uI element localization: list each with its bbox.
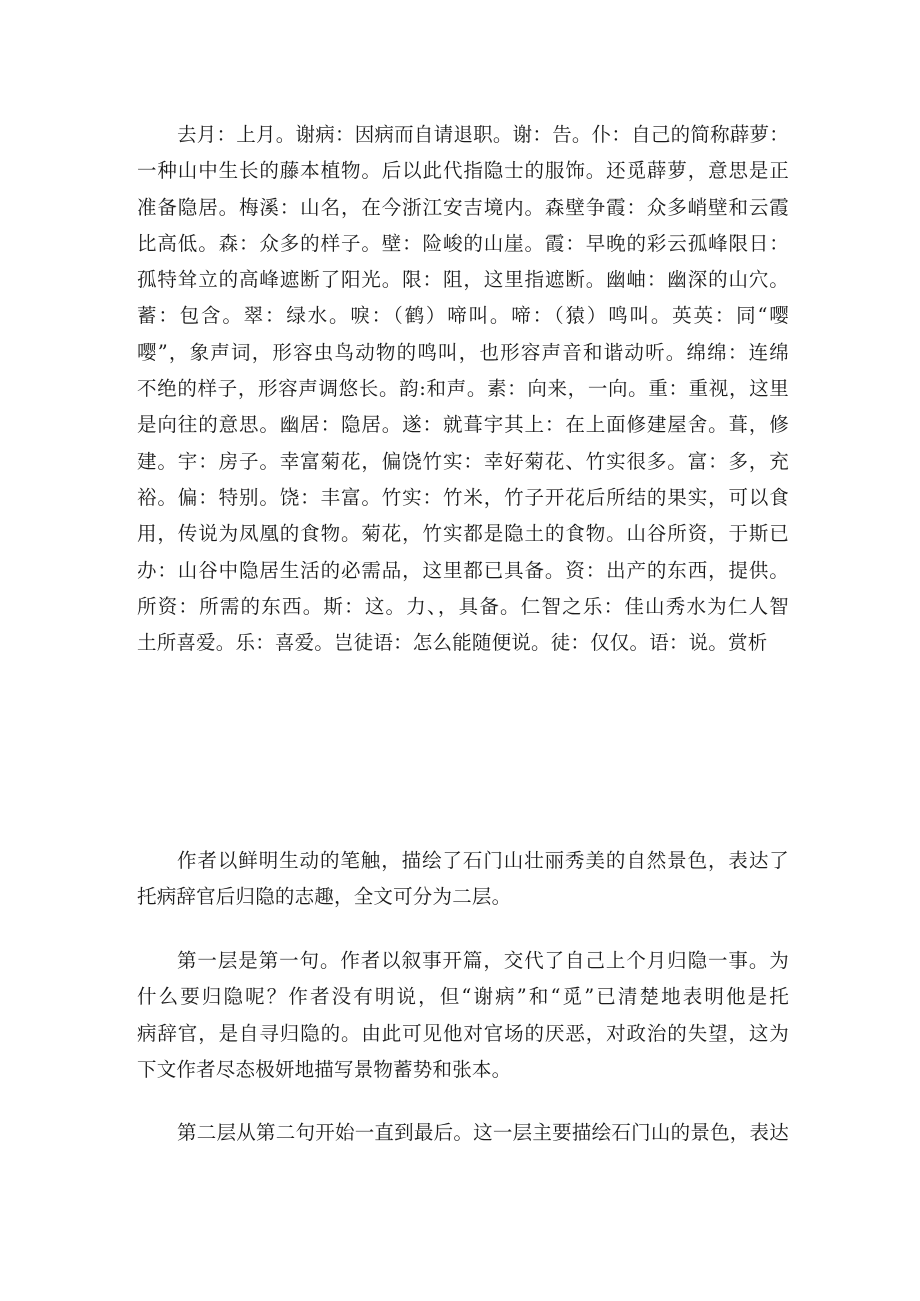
text-line: 第二层从第二句开始一直到最后。这一层主要描绘石门山的景色，表达 (177, 1121, 789, 1144)
text-line: 是向往的意思。幽居：隐居。遂：就葺宇其上：在上面修建屋舍。葺，修 (137, 413, 789, 437)
text-line: 作者以鲜明生动的笔触，描绘了石门山壮丽秀美的自然景色，表达了 (177, 849, 789, 872)
text-line: 下文作者尽态极妍地描写景物蓄势和张本。 (137, 1057, 512, 1081)
text-line: 去月：上月。谢病：因病而自请退职。谢：告。仆：自己的简称薜萝： (177, 123, 789, 146)
text-line: 什么要归隐呢？作者没有明说，但“谢病”和“觅”已清楚地表明他是托 (137, 985, 789, 1009)
appreciation-intro-paragraph (137, 843, 789, 916)
first-layer-paragraph (137, 943, 789, 1088)
text-line: 比高低。森：众多的样子。壁：险峻的山崖。霞：早晚的彩云孤峰限日： (137, 231, 789, 255)
text-line: 土所喜爱。乐：喜爱。岂徒语：怎么能随便说。徒：仅仅。语：说。赏析 (137, 631, 768, 655)
text-line: 裕。偏：特别。饶：丰富。竹实：竹米，竹子开花后所结的果实，可以食 (137, 485, 789, 509)
text-line: 用，传说为凤凰的食物。菊花，竹实都是隐土的食物。山谷所资，于斯已 (137, 522, 789, 546)
text-line: 所资：所需的东西。斯：这。力、，具备。仁智之乐：佳山秀水为仁人智 (137, 594, 789, 618)
text-line: 托病辞官后归隐的志趣，全文可分为二层。 (137, 885, 512, 909)
second-layer-paragraph (137, 1115, 789, 1151)
text-line: 办：山谷中隐居生活的必需品，这里都已具备。资：出产的东西，提供。 (137, 558, 789, 582)
text-line: 嘤”，象声词，形容虫鸟动物的鸣叫，也形容声音和谐动听。绵绵：连绵 (137, 340, 789, 364)
text-line: 建。宇：房子。幸富菊花，偏饶竹实：幸好菊花、竹实很多。富：多，充 (137, 449, 789, 473)
text-line: 孤特耸立的高峰遮断了阳光。限：阻，这里指遮断。幽岫：幽深的山穴。 (137, 268, 789, 292)
text-line: 不绝的样子，形容声调悠长。韵:和声。素：向来，一向。重：重视，这里 (137, 377, 789, 401)
annotation-paragraph (137, 117, 789, 661)
text-line: 准备隐居。梅溪：山名，在今浙江安吉境内。森壁争霞：众多峭壁和云霞 (137, 195, 789, 219)
text-line: 一种山中生长的藤本植物。后以此代指隐士的服饰。还觅薜萝，意思是正 (137, 159, 789, 183)
text-line: 第一层是第一句。作者以叙事开篇，交代了自己上个月归隐一事。为 (177, 949, 789, 972)
text-line: 蓄：包含。翠：绿水。唳：（鹤）啼叫。啼：（猿）鸣叫。英英：同“嘤 (137, 304, 789, 328)
text-line: 病辞官，是自寻归隐的。由此可见他对官场的厌恶，对政治的失望，这为 (137, 1021, 789, 1045)
